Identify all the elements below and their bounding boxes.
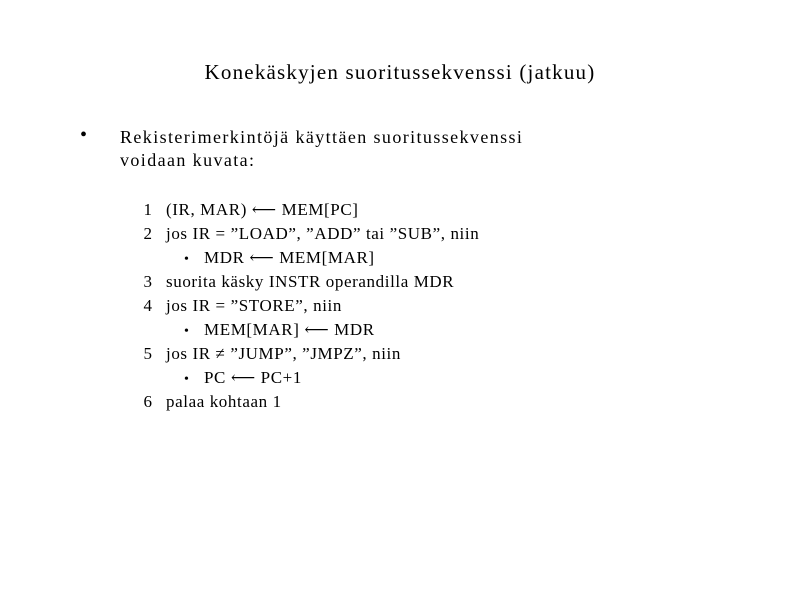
page-title: Konekäskyjen suoritussekvenssi (jatkuu) — [204, 60, 596, 84]
step-text: suorita käsky INSTR operandilla MDR — [166, 272, 455, 291]
intro-line-1: Rekisterimerkintöjä käyttäen suoritussekvenssi — [120, 127, 524, 147]
sub-text: MDR ⟵ MEM[MAR] — [204, 248, 375, 267]
sub-item — [130, 366, 302, 392]
step-text: jos IR = ”STORE”, niin — [166, 296, 342, 315]
intro-text — [120, 126, 523, 172]
step-row-6 — [130, 390, 479, 414]
sub-bullet: • — [184, 324, 190, 339]
step-number: 2 — [143, 224, 153, 243]
step-text: jos IR ≠ ”JUMP”, ”JMPZ”, niin — [166, 344, 401, 363]
sub-text: MEM[MAR] ⟵ MDR — [204, 320, 375, 339]
step-sub-row-5 — [130, 366, 479, 390]
step-row-4 — [130, 294, 479, 318]
step-row-3 — [130, 270, 479, 294]
sub-item — [130, 318, 375, 344]
step-row-5 — [130, 342, 479, 366]
step-row-1 — [130, 198, 479, 222]
step-text: palaa kohtaan 1 — [166, 392, 282, 411]
step-sub-row-2 — [130, 246, 479, 270]
step-sub-row-4 — [130, 318, 479, 342]
step-text: jos IR = ”LOAD”, ”ADD” tai ”SUB”, niin — [166, 224, 480, 243]
step-text: (IR, MAR) ⟵ MEM[PC] — [166, 200, 359, 219]
step-list — [130, 198, 479, 414]
step-number: 4 — [143, 296, 153, 315]
step-number: 1 — [143, 200, 153, 219]
sub-bullet: • — [184, 372, 190, 387]
step-number: 3 — [143, 272, 153, 291]
step-number: 5 — [143, 344, 153, 363]
sub-bullet: • — [184, 252, 190, 267]
intro-line-2: voidaan kuvata: — [120, 150, 256, 170]
main-bullet: • — [80, 124, 88, 146]
step-number: 6 — [143, 392, 153, 411]
step-row-2 — [130, 222, 479, 246]
sub-item — [130, 246, 375, 272]
sub-text: PC ⟵ PC+1 — [204, 368, 302, 387]
